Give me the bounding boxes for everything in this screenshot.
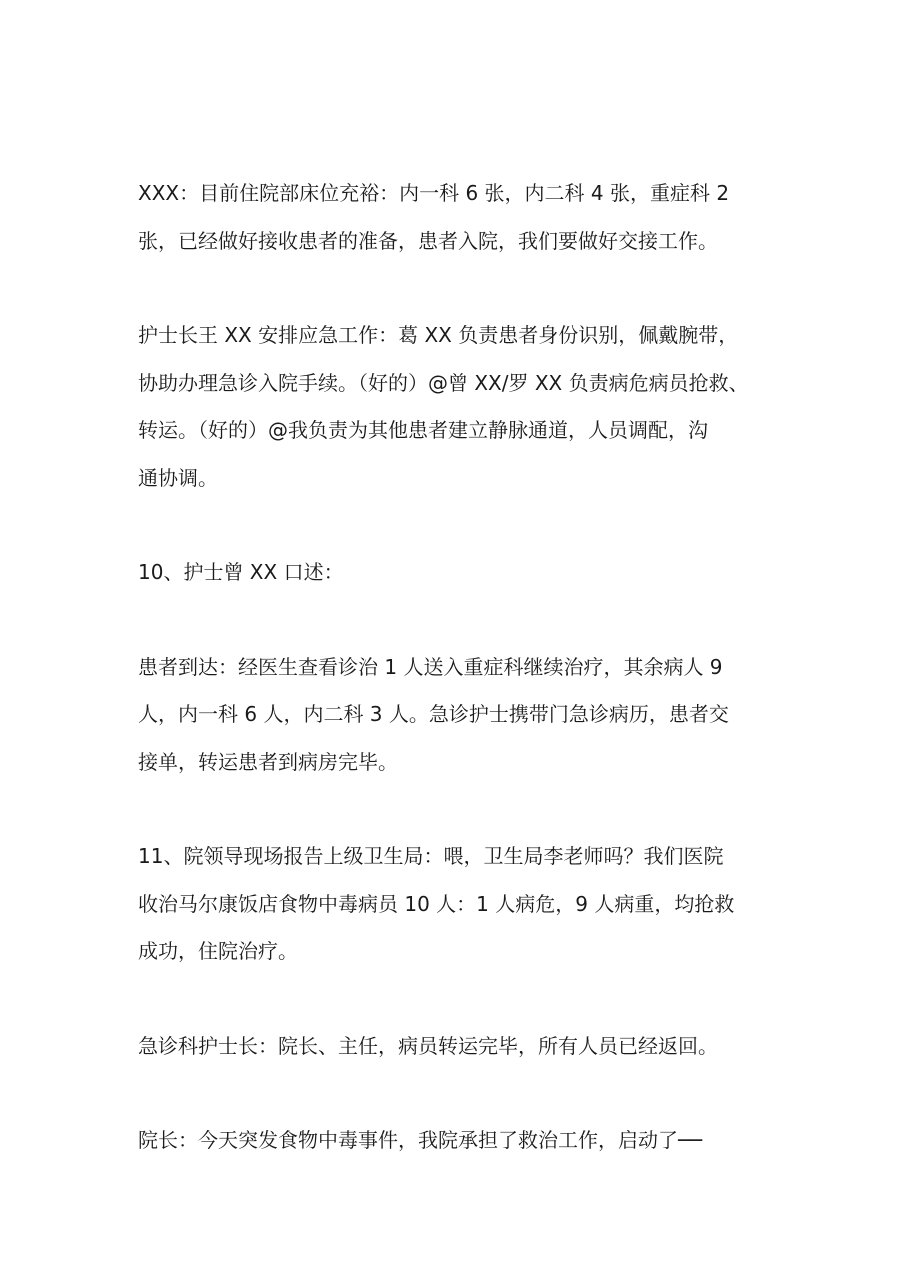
text-line: 成功，住院治疗。 xyxy=(138,939,298,963)
text-line: 协助办理急诊入院手续。（好的）@曾 XX/罗 XX 负责病危病员抢救、 xyxy=(138,370,749,395)
text-line: 人，内一科 6 人，内二科 3 人。急诊护士携带门急诊病历，患者交 xyxy=(138,702,729,726)
text-line: 转运。（好的）@我负责为其他患者建立静脉通道，人员调配，沟 xyxy=(138,418,708,442)
text-line: 院长：今天突发食物中毒事件，我院承担了救治工作，启动了── xyxy=(138,1128,703,1152)
text-line: 收治马尔康饭店食物中毒病员 10 人：1 人病危，9 人病重，均抢救 xyxy=(138,891,735,916)
paragraph-head-nurse-report xyxy=(138,1023,788,1071)
paragraph-section-11-report xyxy=(138,833,788,976)
paragraph-section-10-heading xyxy=(138,549,788,597)
text-line: 通协调。 xyxy=(138,465,218,490)
text-line: 急诊科护士长：院长、主任，病员转运完毕，所有人员已经返回。 xyxy=(138,1033,718,1058)
text-line: 11、院领导现场报告上级卫生局：喂，卫生局李老师吗？我们医院 xyxy=(138,844,724,868)
text-line: 护士长王 XX 安排应急工作：葛 XX 负责患者身份识别，佩戴腕带， xyxy=(138,323,739,347)
paragraph-patient-arrival xyxy=(138,644,788,787)
text-line: 张，已经做好接收患者的准备，患者入院，我们要做好交接工作。 xyxy=(138,228,718,253)
text-line: XXX：目前住院部床位充裕：内一科 6 张，内二科 4 张，重症科 2 xyxy=(138,181,730,205)
document-body xyxy=(138,170,788,1212)
text-line: 接单，转运患者到病房完毕。 xyxy=(138,749,398,774)
paragraph-president-summary xyxy=(138,1117,788,1165)
paragraph-emergency-assignment xyxy=(138,312,788,502)
text-line: 10、护士曾 XX 口述： xyxy=(138,560,344,584)
text-line: 患者到达：经医生查看诊治 1 人送入重症科继续治疗，其余病人 9 xyxy=(138,654,723,679)
paragraph-bed-availability xyxy=(138,170,788,265)
